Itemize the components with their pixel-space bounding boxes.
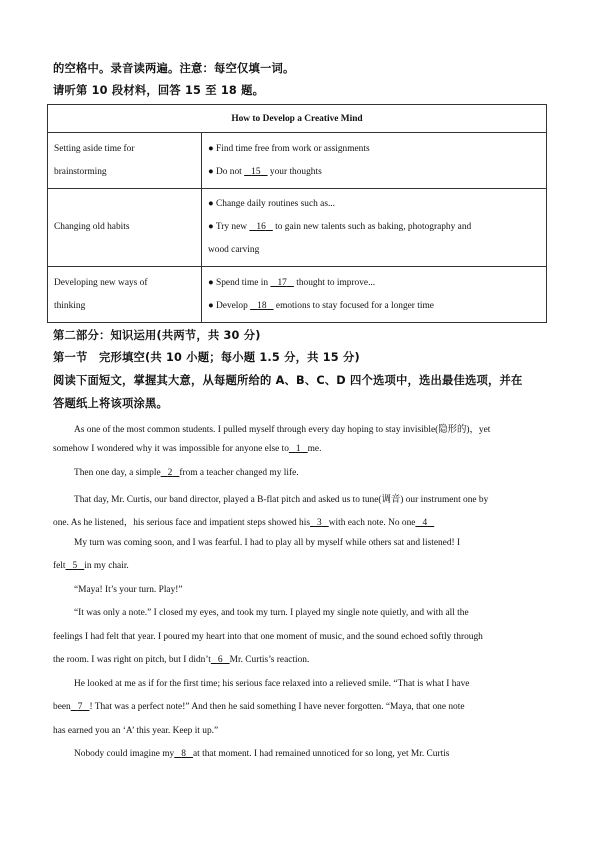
table-title: How to Develop a Creative Mind [48, 105, 547, 133]
blank-3 [310, 518, 329, 528]
table-cell-right [202, 133, 547, 189]
row2-right-post: to gain new talents such as baking, photography and [272, 222, 472, 232]
passage-line [74, 468, 299, 478]
blank-1-number: 1 [295, 444, 301, 454]
part2-heading: 第二部分：知识运用(共两节，共 30 分) [53, 329, 261, 342]
blank-7-number: 7 [77, 702, 83, 712]
row3-right-post1: thought to improve... [293, 277, 376, 288]
row1-left-line1: Setting aside time for [54, 143, 135, 154]
passage-line: He looked at me as if for the first time; his serious face relaxed into a relieved smile. “That is what I have [74, 679, 470, 689]
blank-5 [66, 561, 85, 571]
instruction-cloze-1: 阅读下面短文，掌握其大意，从每题所给的 A、B、C、D 四个选项中，选出最佳选项，并在 [53, 374, 523, 387]
row2-right-line2 [208, 216, 540, 239]
blank-15 [244, 161, 267, 184]
blank-5-number: 5 [72, 561, 78, 571]
passage-line: My turn was coming soon, and I was fearful. I had to play all by myself while others sat and listened! I [74, 538, 461, 548]
text-segment: the room. I was right on pitch, but I didn’t [53, 655, 211, 665]
blank-6-number: 6 [217, 655, 223, 665]
passage-line: “Maya! It’s your turn. Play!” [74, 585, 183, 595]
text-segment: with each note. No one [328, 518, 416, 528]
row3-right-pre1: ● Spend time in [208, 277, 271, 288]
blank-4-number: 4 [422, 518, 428, 528]
text-segment: felt [53, 561, 66, 571]
blank-1 [289, 444, 308, 454]
text-segment: been [53, 702, 71, 712]
passage-line [53, 561, 129, 571]
table-cell-left [48, 189, 202, 267]
passage-line: As one of the most common students. I pulled myself through every day hoping to stay invisible(隐形的)，yet [74, 425, 491, 435]
blank-17 [270, 272, 293, 295]
blank-17-number: 17 [277, 277, 287, 288]
blank-2 [161, 468, 180, 478]
passage-line [53, 655, 309, 665]
text-segment: ! That was a perfect note!” And then he said something I have never forgotten. “Maya, that one note [89, 702, 465, 712]
text-segment: from a teacher changed my life. [179, 468, 299, 478]
text-segment: me. [307, 444, 322, 454]
blank-16 [249, 216, 272, 239]
text-segment: Nobody could imagine my [74, 749, 175, 759]
blank-16-number: 16 [256, 222, 266, 232]
row2-right-pre: ● Try new [208, 222, 250, 232]
section1-heading: 第一节 完形填空(共 10 小题；每小题 1.5 分，共 15 分) [53, 351, 360, 364]
passage-line: has earned you an ‘A’ this year. Keep it up.” [53, 726, 219, 736]
row3-right-line2 [208, 295, 540, 318]
listening-instruction: 请听第 10 段材料，回答 15 至 18 题。 [53, 84, 265, 97]
row3-left-line1: Developing new ways of [54, 277, 148, 288]
passage-line: “It was only a note.” I closed my eyes, and took my turn. I played my single note quietly, and with all the [74, 608, 469, 618]
table-header-row [48, 105, 547, 133]
passage-line [74, 749, 449, 759]
text-segment: somehow I wondered why it was impossible for anyone else to [53, 444, 289, 454]
blank-2-number: 2 [167, 468, 173, 478]
blank-18 [250, 295, 273, 318]
row3-right-post2: emotions to stay focused for a longer time [273, 300, 434, 311]
passage-line [53, 514, 434, 528]
table-cell-left [48, 133, 202, 189]
row1-right-line2 [208, 161, 540, 184]
text-segment: at that moment. I had remained unnoticed for so long, yet Mr. Curtis [193, 749, 450, 759]
row1-left-line2: brainstorming [54, 166, 107, 177]
row3-right-line1 [208, 272, 540, 295]
row1-right-line1: ● Find time free from work or assignments [208, 143, 370, 154]
table-cell-right [202, 189, 547, 267]
text-segment: in my chair. [84, 561, 129, 571]
passage-line [53, 444, 321, 454]
table-row [48, 267, 547, 323]
instruction-line-1: 的空格中。录音读两遍。注意：每空仅填一词。 [53, 62, 295, 75]
row2-right-line1: ● Change daily routines such as... [208, 199, 335, 209]
task-table [47, 104, 547, 323]
blank-15-number: 15 [251, 166, 261, 177]
passage-line: That day, Mr. Curtis, our band director, played a B-flat pitch and asked us to tune(调音) our instrument one by [74, 495, 489, 505]
passage-line: feelings I had felt that year. I poured my heart into that one moment of music, and the sound echoed softly through [53, 632, 483, 642]
passage-line [53, 702, 465, 712]
table-row [48, 133, 547, 189]
blank-6 [211, 655, 230, 665]
row3-left-line2: thinking [54, 300, 86, 311]
row2-left-line1: Changing old habits [54, 222, 130, 232]
row1-right-post: your thoughts [267, 166, 322, 177]
row2-right-line3: wood carving [208, 245, 260, 255]
blank-8-number: 8 [181, 749, 186, 759]
row1-right-pre: ● Do not [208, 166, 245, 177]
blank-4 [415, 518, 434, 528]
instruction-cloze-2: 答题纸上将该项涂黑。 [53, 397, 168, 410]
table-row [48, 189, 547, 267]
table-cell-right [202, 267, 547, 323]
blank-7 [71, 702, 90, 712]
text-segment: one. As he listened，his serious face and impatient steps showed his [53, 518, 310, 528]
blank-18-number: 18 [257, 300, 267, 311]
blank-8 [174, 749, 193, 759]
blank-3-number: 3 [317, 518, 322, 528]
text-segment: Mr. Curtis’s reaction. [229, 655, 310, 665]
text-segment: Then one day, a simple [74, 468, 161, 478]
row3-right-pre2: ● Develop [208, 300, 251, 311]
table-cell-left [48, 267, 202, 323]
